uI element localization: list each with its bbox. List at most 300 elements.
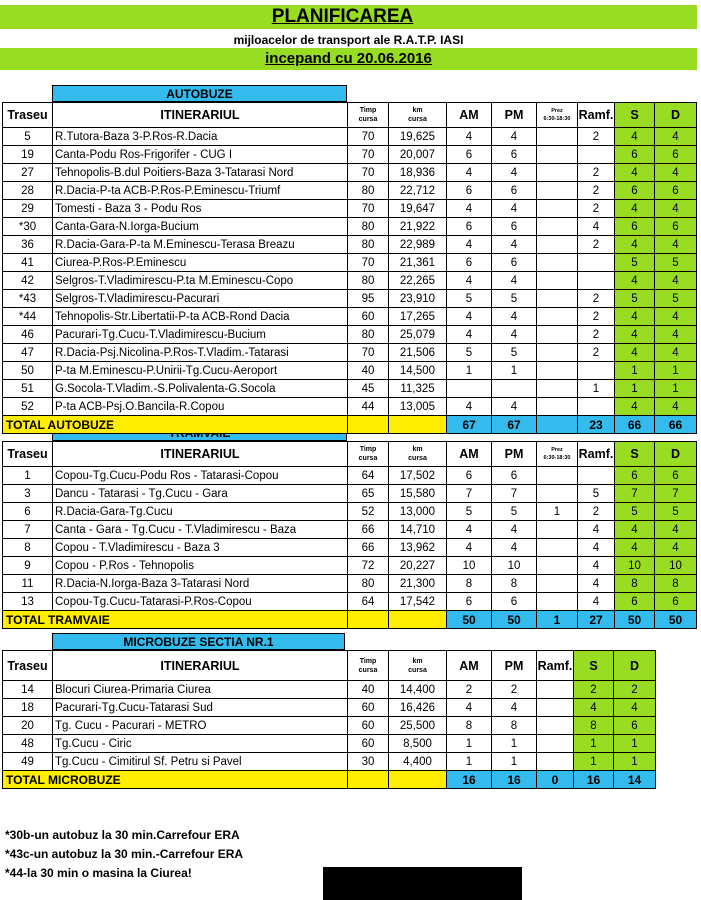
- cell-itin: Copou-Tg.Cucu-Tatarasi-P.Ros-Copou: [53, 593, 348, 611]
- cell-km: 17,502: [389, 467, 447, 485]
- cell-pm: [492, 380, 537, 398]
- cell-am: 5: [447, 503, 492, 521]
- col-header-s: S: [574, 651, 614, 681]
- col-header-prez: Prez 6:30-18:30: [537, 442, 578, 467]
- cell-pm: 5: [492, 344, 537, 362]
- col-header-am: AM: [447, 103, 492, 128]
- cell-traseu: 13: [3, 593, 53, 611]
- total-prez: 1: [537, 611, 578, 629]
- cell-s: 4: [615, 272, 655, 290]
- table-row: [3, 326, 697, 344]
- table-row: [3, 503, 697, 521]
- cell-prez: [537, 254, 578, 272]
- cell-km: 13,000: [389, 503, 447, 521]
- cell-ramf: [578, 272, 615, 290]
- total-d: 14: [614, 771, 656, 789]
- cell-prez: [537, 200, 578, 218]
- cell-d: 5: [655, 290, 697, 308]
- cell-pm: 1: [492, 753, 537, 771]
- cell-s: 6: [615, 593, 655, 611]
- page-title: PLANIFICAREA: [271, 6, 414, 27]
- cell-itin: R.Dacia-N.Iorga-Baza 3-Tatarasi Nord: [53, 575, 348, 593]
- cell-traseu: 20: [3, 717, 53, 735]
- cell-km: 25,500: [389, 717, 447, 735]
- cell-prez: [537, 575, 578, 593]
- table-row: [3, 236, 697, 254]
- cell-km: 17,265: [389, 308, 447, 326]
- cell-traseu: 11: [3, 575, 53, 593]
- cell-itin: R.Tutora-Baza 3-P.Ros-R.Dacia: [53, 128, 348, 146]
- cell-d: 6: [655, 182, 697, 200]
- cell-s: 7: [615, 485, 655, 503]
- col-header-itinerariu: ITINERARIUL: [53, 103, 348, 128]
- cell-am: 2: [447, 681, 492, 699]
- cell-timp: 40: [348, 362, 389, 380]
- cell-prez: [537, 362, 578, 380]
- cell-itin: G.Socola-T.Vladim.-S.Polivalenta-G.Socola: [53, 380, 348, 398]
- col-header-ramf: Ramf.: [578, 442, 615, 467]
- cell-timp: 95: [348, 290, 389, 308]
- cell-itin: Tomesti - Baza 3 - Podu Ros: [53, 200, 348, 218]
- cell-traseu: 6: [3, 503, 53, 521]
- table-row: [3, 146, 697, 164]
- cell-am: 6: [447, 254, 492, 272]
- col-header-timp: Timp cursa: [348, 651, 389, 681]
- cell-ramf: [578, 146, 615, 164]
- table-row: [3, 344, 697, 362]
- cell-traseu: 51: [3, 380, 53, 398]
- cell-ramf: 2: [578, 164, 615, 182]
- total-am: 50: [447, 611, 492, 629]
- cell-itin: R.Dacia-P-ta ACB-P.Ros-P.Eminescu-Triumf: [53, 182, 348, 200]
- table-row: [3, 380, 697, 398]
- cell-am: 10: [447, 557, 492, 575]
- cell-d: 6: [655, 146, 697, 164]
- total-km: [389, 771, 447, 789]
- cell-pm: 4: [492, 398, 537, 416]
- cell-s: 8: [574, 717, 614, 735]
- total-km: [389, 416, 447, 434]
- cell-prez: [537, 218, 578, 236]
- cell-am: [447, 380, 492, 398]
- cell-itin: Selgros-T.Vladimirescu-Pacurari: [53, 290, 348, 308]
- cell-prez: [537, 380, 578, 398]
- cell-itin: Canta-Podu Ros-Frigorifer - CUG I: [53, 146, 348, 164]
- cell-d: 5: [655, 503, 697, 521]
- footnote-44: *44-la 30 min o masina la Ciurea!: [5, 866, 192, 880]
- cell-km: 21,361: [389, 254, 447, 272]
- cell-km: 13,005: [389, 398, 447, 416]
- cell-pm: 10: [492, 557, 537, 575]
- cell-s: 4: [615, 521, 655, 539]
- cell-s: 4: [574, 699, 614, 717]
- cell-timp: 64: [348, 593, 389, 611]
- cell-itin: Blocuri Ciurea-Primaria Ciurea: [53, 681, 348, 699]
- section-title-microbuze: MICROBUZE SECTIA NR.1: [52, 633, 345, 650]
- total-row: [3, 771, 656, 789]
- cell-itin: Selgros-T.Vladimirescu-P.ta M.Eminescu-Copo: [53, 272, 348, 290]
- cell-pm: 4: [492, 326, 537, 344]
- cell-pm: 1: [492, 735, 537, 753]
- cell-itin: Tg.Cucu - Cimitirul Sf. Petru si Pavel: [53, 753, 348, 771]
- cell-ramf: 4: [578, 593, 615, 611]
- cell-d: 5: [655, 254, 697, 272]
- cell-am: 4: [447, 308, 492, 326]
- cell-ramf: 2: [578, 326, 615, 344]
- cell-km: 21,922: [389, 218, 447, 236]
- cell-traseu: 49: [3, 753, 53, 771]
- total-timp: [348, 771, 389, 789]
- cell-d: 4: [655, 521, 697, 539]
- table-row: [3, 539, 697, 557]
- cell-timp: 70: [348, 254, 389, 272]
- cell-pm: 1: [492, 362, 537, 380]
- col-header-ramf: Ramf.: [578, 103, 615, 128]
- cell-km: 19,647: [389, 200, 447, 218]
- cell-km: 15,580: [389, 485, 447, 503]
- cell-traseu: 9: [3, 557, 53, 575]
- cell-d: 1: [655, 362, 697, 380]
- cell-ramf: [537, 735, 574, 753]
- cell-km: 21,506: [389, 344, 447, 362]
- col-header-km: km cursa: [389, 442, 447, 467]
- cell-am: 1: [447, 362, 492, 380]
- cell-km: 22,712: [389, 182, 447, 200]
- cell-ramf: 1: [578, 380, 615, 398]
- subtitle-band: [0, 29, 697, 46]
- col-header-s: S: [615, 103, 655, 128]
- cell-km: 23,910: [389, 290, 447, 308]
- cell-traseu: 48: [3, 735, 53, 753]
- footnote-30: *30b-un autobuz la 30 min.Carrefour ERA: [5, 828, 240, 842]
- cell-timp: 80: [348, 236, 389, 254]
- cell-d: 8: [655, 575, 697, 593]
- table-row: [3, 521, 697, 539]
- cell-am: 6: [447, 218, 492, 236]
- footnote-43: *43c-un autobuz la 30 min.-Carrefour ERA: [5, 847, 244, 861]
- cell-d: 6: [655, 593, 697, 611]
- cell-prez: [537, 521, 578, 539]
- cell-timp: 70: [348, 146, 389, 164]
- cell-s: 1: [615, 362, 655, 380]
- cell-ramf: 4: [578, 218, 615, 236]
- cell-itin: Tehnopolis-B.dul Poitiers-Baza 3-Tatarasi Nord: [53, 164, 348, 182]
- cell-prez: [537, 182, 578, 200]
- table-row: [3, 467, 697, 485]
- cell-d: 4: [614, 699, 656, 717]
- table-header-row: [3, 442, 697, 467]
- cell-timp: 60: [348, 717, 389, 735]
- cell-s: 10: [615, 557, 655, 575]
- cell-am: 6: [447, 182, 492, 200]
- cell-pm: 4: [492, 521, 537, 539]
- cell-km: 22,265: [389, 272, 447, 290]
- cell-s: 5: [615, 290, 655, 308]
- cell-itin: Copou - T.Vladimirescu - Baza 3: [53, 539, 348, 557]
- cell-prez: [537, 236, 578, 254]
- cell-d: 4: [655, 272, 697, 290]
- table-row: [3, 182, 697, 200]
- cell-pm: 5: [492, 290, 537, 308]
- cell-ramf: 2: [578, 128, 615, 146]
- cell-km: 13,962: [389, 539, 447, 557]
- redaction-bar: [323, 867, 522, 900]
- cell-d: 6: [655, 218, 697, 236]
- cell-d: 10: [655, 557, 697, 575]
- table-row: [3, 308, 697, 326]
- table-header-row: [3, 103, 697, 128]
- cell-traseu: 1: [3, 467, 53, 485]
- cell-pm: 6: [492, 467, 537, 485]
- col-header-am: AM: [447, 651, 492, 681]
- col-header-d: D: [655, 103, 697, 128]
- cell-timp: 64: [348, 467, 389, 485]
- cell-traseu: 52: [3, 398, 53, 416]
- cell-prez: [537, 308, 578, 326]
- cell-timp: 52: [348, 503, 389, 521]
- cell-d: 1: [655, 380, 697, 398]
- cell-traseu: 29: [3, 200, 53, 218]
- cell-pm: 7: [492, 485, 537, 503]
- total-pm: 50: [492, 611, 537, 629]
- cell-timp: 60: [348, 735, 389, 753]
- col-header-pm: PM: [492, 651, 537, 681]
- col-header-s: S: [615, 442, 655, 467]
- cell-itin: P-ta M.Eminescu-P.Unirii-Tg.Cucu-Aeroport: [53, 362, 348, 380]
- cell-ramf: [578, 398, 615, 416]
- cell-s: 1: [574, 753, 614, 771]
- cell-traseu: 27: [3, 164, 53, 182]
- cell-pm: 6: [492, 182, 537, 200]
- cell-pm: 4: [492, 272, 537, 290]
- cell-ramf: [578, 254, 615, 272]
- cell-d: 4: [655, 344, 697, 362]
- total-d: 66: [655, 416, 697, 434]
- table-tramvaie: [2, 441, 697, 629]
- cell-timp: 66: [348, 521, 389, 539]
- cell-d: 4: [655, 539, 697, 557]
- cell-traseu: 14: [3, 681, 53, 699]
- cell-timp: 80: [348, 272, 389, 290]
- cell-s: 4: [615, 236, 655, 254]
- cell-pm: 4: [492, 236, 537, 254]
- cell-km: 18,936: [389, 164, 447, 182]
- cell-itin: Tehnopolis-Str.Libertatii-P-ta ACB-Rond Dacia: [53, 308, 348, 326]
- cell-traseu: 5: [3, 128, 53, 146]
- cell-prez: [537, 164, 578, 182]
- cell-itin: R.Dacia-Gara-Tg.Cucu: [53, 503, 348, 521]
- total-row: [3, 611, 697, 629]
- cell-s: 4: [615, 398, 655, 416]
- total-s: 50: [615, 611, 655, 629]
- cell-traseu: 36: [3, 236, 53, 254]
- cell-s: 8: [615, 575, 655, 593]
- cell-am: 6: [447, 467, 492, 485]
- cell-prez: [537, 290, 578, 308]
- cell-traseu: 47: [3, 344, 53, 362]
- cell-traseu: 41: [3, 254, 53, 272]
- cell-ramf: [537, 681, 574, 699]
- cell-prez: [537, 485, 578, 503]
- cell-s: 6: [615, 467, 655, 485]
- cell-timp: 30: [348, 753, 389, 771]
- col-header-pm: PM: [492, 103, 537, 128]
- cell-s: 4: [615, 539, 655, 557]
- cell-itin: Pacurari-Tg.Cucu-T.Vladimirescu-Bucium: [53, 326, 348, 344]
- cell-am: 5: [447, 344, 492, 362]
- cell-km: 8,500: [389, 735, 447, 753]
- cell-timp: 70: [348, 128, 389, 146]
- table-microbuze: [2, 650, 656, 789]
- cell-d: 6: [655, 467, 697, 485]
- cell-traseu: 3: [3, 485, 53, 503]
- cell-ramf: 5: [578, 485, 615, 503]
- cell-pm: 8: [492, 717, 537, 735]
- cell-prez: [537, 146, 578, 164]
- col-header-km: km cursa: [389, 103, 447, 128]
- cell-prez: [537, 128, 578, 146]
- cell-timp: 70: [348, 200, 389, 218]
- col-header-pm: PM: [492, 442, 537, 467]
- table-row: [3, 398, 697, 416]
- cell-traseu: 50: [3, 362, 53, 380]
- cell-prez: 1: [537, 503, 578, 521]
- cell-km: 11,325: [389, 380, 447, 398]
- table-row: [3, 735, 656, 753]
- cell-d: 7: [655, 485, 697, 503]
- col-header-timp: Timp cursa: [348, 442, 389, 467]
- cell-km: 14,400: [389, 681, 447, 699]
- cell-itin: Tg.Cucu - Ciric: [53, 735, 348, 753]
- cell-s: 2: [574, 681, 614, 699]
- cell-itin: Ciurea-P.Ros-P.Eminescu: [53, 254, 348, 272]
- title-band: [0, 5, 697, 29]
- cell-d: 4: [655, 128, 697, 146]
- cell-ramf: 4: [578, 521, 615, 539]
- total-km: [389, 611, 447, 629]
- section-title-autobuze: AUTOBUZE: [52, 85, 347, 102]
- cell-prez: [537, 398, 578, 416]
- cell-pm: 5: [492, 503, 537, 521]
- cell-timp: 72: [348, 557, 389, 575]
- cell-ramf: [578, 362, 615, 380]
- cell-timp: 80: [348, 326, 389, 344]
- cell-km: 25,079: [389, 326, 447, 344]
- table-header-row: [3, 651, 656, 681]
- cell-traseu: 46: [3, 326, 53, 344]
- total-prez: [537, 416, 578, 434]
- total-label: TOTAL TRAMVAIE: [3, 611, 348, 629]
- cell-traseu: 19: [3, 146, 53, 164]
- col-header-prez: Prez 6:30-18:30: [537, 103, 578, 128]
- cell-traseu: 42: [3, 272, 53, 290]
- cell-ramf: 2: [578, 308, 615, 326]
- cell-timp: 80: [348, 182, 389, 200]
- cell-d: 4: [655, 236, 697, 254]
- cell-d: 4: [655, 200, 697, 218]
- col-header-timp: Timp cursa: [348, 103, 389, 128]
- cell-s: 4: [615, 308, 655, 326]
- cell-timp: 80: [348, 575, 389, 593]
- cell-am: 4: [447, 164, 492, 182]
- cell-timp: 70: [348, 344, 389, 362]
- cell-d: 1: [614, 735, 656, 753]
- cell-am: 6: [447, 593, 492, 611]
- total-ramf: 27: [578, 611, 615, 629]
- cell-traseu: 7: [3, 521, 53, 539]
- table-row: [3, 575, 697, 593]
- cell-s: 6: [615, 218, 655, 236]
- cell-itin: R.Dacia-Gara-P-ta M.Eminescu-Terasa Breazu: [53, 236, 348, 254]
- cell-ramf: 2: [578, 200, 615, 218]
- col-header-itinerariu: ITINERARIUL: [53, 442, 348, 467]
- cell-s: 4: [615, 164, 655, 182]
- cell-timp: 70: [348, 164, 389, 182]
- cell-km: 21,300: [389, 575, 447, 593]
- cell-ramf: [578, 467, 615, 485]
- total-d: 50: [655, 611, 697, 629]
- cell-am: 6: [447, 146, 492, 164]
- cell-traseu: *43: [3, 290, 53, 308]
- table-row: [3, 681, 656, 699]
- cell-itin: Copou-Tg.Cucu-Podu Ros - Tatarasi-Copou: [53, 467, 348, 485]
- cell-pm: 4: [492, 164, 537, 182]
- cell-ramf: [537, 753, 574, 771]
- table-row: [3, 557, 697, 575]
- cell-km: 17,542: [389, 593, 447, 611]
- cell-s: 6: [615, 146, 655, 164]
- cell-d: 2: [614, 681, 656, 699]
- cell-km: 14,500: [389, 362, 447, 380]
- total-pm: 16: [492, 771, 537, 789]
- cell-am: 4: [447, 539, 492, 557]
- cell-s: 1: [574, 735, 614, 753]
- cell-prez: [537, 326, 578, 344]
- cell-am: 1: [447, 753, 492, 771]
- cell-itin: Canta-Gara-N.Iorga-Bucium: [53, 218, 348, 236]
- cell-s: 6: [615, 182, 655, 200]
- total-timp: [348, 416, 389, 434]
- cell-pm: 4: [492, 539, 537, 557]
- cell-s: 4: [615, 200, 655, 218]
- cell-d: 6: [614, 717, 656, 735]
- cell-ramf: 2: [578, 290, 615, 308]
- cell-pm: 6: [492, 593, 537, 611]
- table-row: [3, 128, 697, 146]
- cell-prez: [537, 593, 578, 611]
- cell-pm: 4: [492, 200, 537, 218]
- cell-itin: Tg. Cucu - Pacurari - METRO: [53, 717, 348, 735]
- cell-d: 1: [614, 753, 656, 771]
- cell-ramf: 4: [578, 575, 615, 593]
- cell-am: 4: [447, 128, 492, 146]
- table-autobuze: [2, 102, 697, 434]
- total-row: [3, 416, 697, 434]
- cell-s: 4: [615, 128, 655, 146]
- cell-pm: 4: [492, 699, 537, 717]
- table-row: [3, 290, 697, 308]
- table-row: [3, 699, 656, 717]
- cell-traseu: *44: [3, 308, 53, 326]
- total-timp: [348, 611, 389, 629]
- cell-am: 4: [447, 521, 492, 539]
- cell-ramf: 2: [578, 236, 615, 254]
- cell-prez: [537, 539, 578, 557]
- cell-traseu: 8: [3, 539, 53, 557]
- cell-am: 8: [447, 717, 492, 735]
- col-header-itinerariu: ITINERARIUL: [53, 651, 348, 681]
- total-am: 67: [447, 416, 492, 434]
